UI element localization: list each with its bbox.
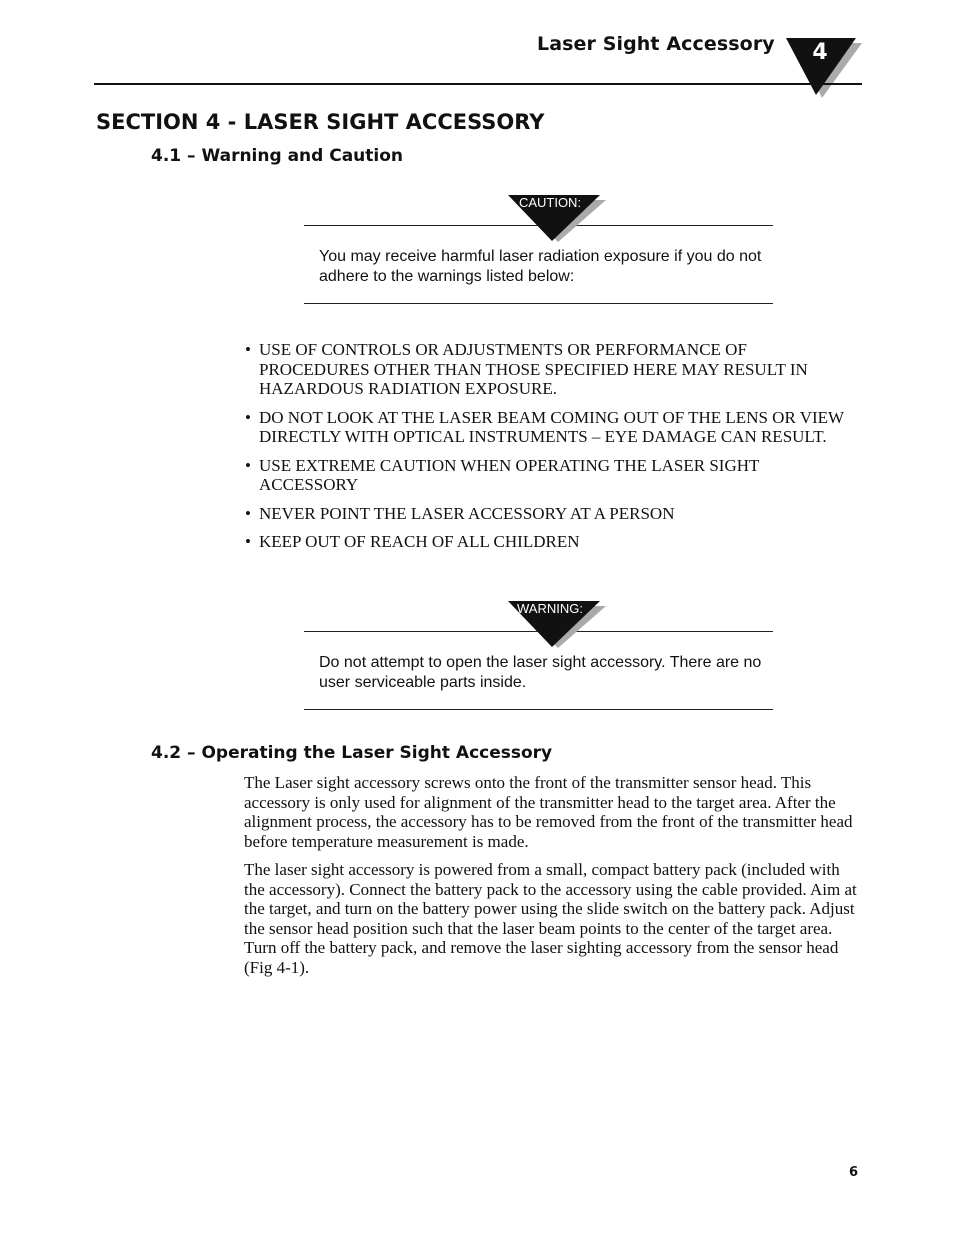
list-item xyxy=(245,504,855,524)
warning-bullet-list xyxy=(245,340,855,561)
warning-bottom-rule xyxy=(304,709,773,710)
paragraph: The laser sight accessory is powered from a small, compact battery pack (included with the accessory). Connect the battery pack to the accessory using the cable provided. Aim at the target, and turn on the battery power using the slide switch on the battery pack. Adjust the sensor head position such that the laser beam points to the center of the target area. Turn off the battery pack, and remove the laser sighting accessory from the sensor head (Fig 4-1). xyxy=(244,860,857,977)
bullet-symbol: • xyxy=(245,340,251,359)
bullet-text: KEEP OUT OF REACH OF ALL CHILDREN xyxy=(259,532,580,551)
list-item xyxy=(245,532,855,552)
caution-text: You may receive harmful laser radiation exposure if you do not adhere to the warnings listed below: xyxy=(319,248,762,285)
subsection-title-operating: 4.2 – Operating the Laser Sight Accessory xyxy=(151,743,553,763)
list-item xyxy=(245,340,855,399)
list-item xyxy=(245,408,855,447)
list-item xyxy=(245,456,855,495)
bullet-text: NEVER POINT THE LASER ACCESSORY AT A PERSON xyxy=(259,503,675,523)
paragraph: The Laser sight accessory screws onto the front of the transmitter sensor head. This accessory is only used for alignment of the transmitter head to the target area. After the alignment process, the accessory has to be removed from the front of the transmitter head before temperature measurement is made. xyxy=(244,773,853,851)
running-header-title: Laser Sight Accessory xyxy=(537,33,775,55)
bullet-text: USE EXTREME CAUTION WHEN OPERATING THE LASER SIGHT ACCESSORY xyxy=(259,455,760,494)
bullet-symbol: • xyxy=(245,455,251,475)
bullet-text: DO NOT LOOK AT THE LASER BEAM COMING OUT OF THE LENS OR VIEW DIRECTLY WITH OPTICAL INSTRUMENTS – EYE DAMAGE CAN RESULT. xyxy=(259,407,844,446)
operating-instructions xyxy=(244,773,858,986)
page-number: 6 xyxy=(849,1165,859,1180)
bullet-symbol: • xyxy=(245,503,251,523)
bullet-text: USE OF CONTROLS OR ADJUSTMENTS OR PERFORMANCE OF PROCEDURES OTHER THAN THOSE SPECIFIED HERE MAY RESULT IN HAZARDOUS RADIATION EXPOSURE. xyxy=(259,340,808,398)
header-rule xyxy=(94,83,862,85)
warning-label: WARNING: xyxy=(517,601,583,616)
section-title: SECTION 4 - LASER SIGHT ACCESSORY xyxy=(96,110,545,134)
caution-label: CAUTION: xyxy=(518,195,582,210)
subsection-title-warning-caution: 4.1 – Warning and Caution xyxy=(151,146,404,166)
caution-bottom-rule xyxy=(304,303,773,304)
bullet-symbol: • xyxy=(245,532,251,551)
bullet-symbol: • xyxy=(245,407,251,427)
warning-text: Do not attempt to open the laser sight accessory. There are no user serviceable parts inside. xyxy=(319,654,762,691)
section-tab-number: 4 xyxy=(812,40,828,65)
